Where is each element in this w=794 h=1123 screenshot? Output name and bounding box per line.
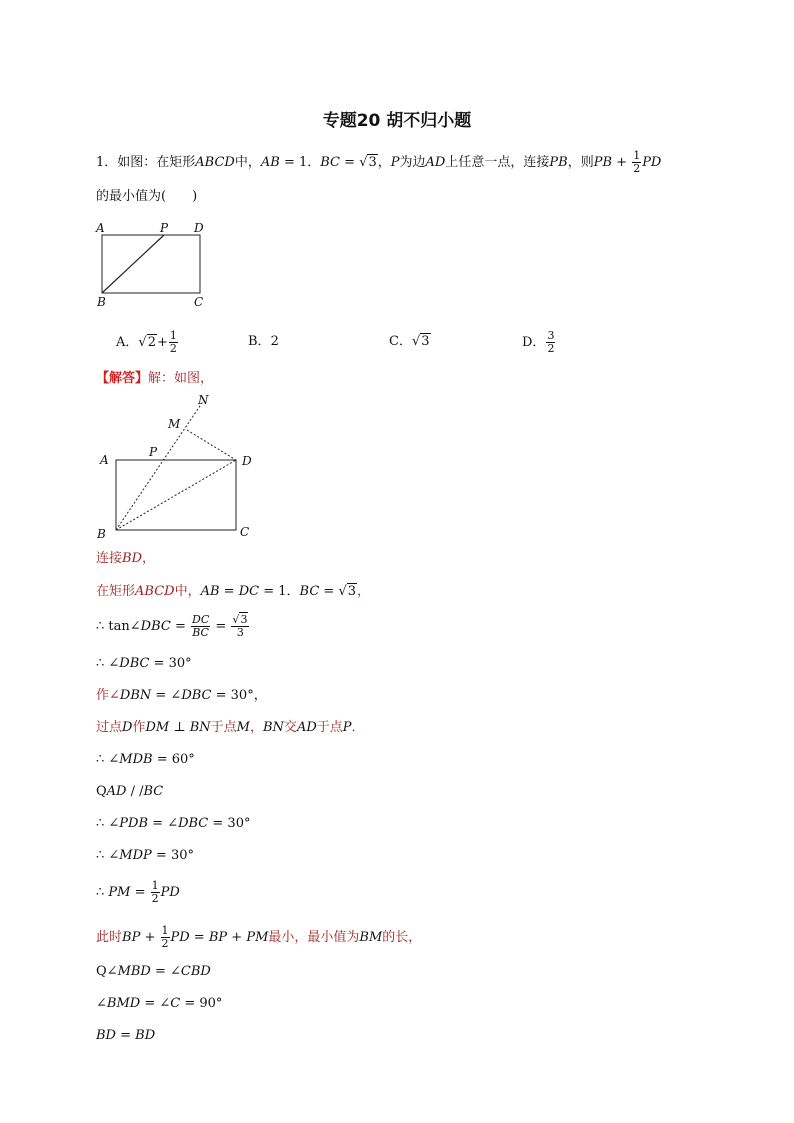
step-var: BM: [359, 930, 383, 945]
option-label: C．: [389, 334, 412, 349]
q-text: 为边: [399, 155, 426, 170]
numerator: 3: [547, 329, 555, 342]
numerator: 1: [161, 924, 169, 937]
step-text: +: [140, 930, 160, 945]
step-var: D: [122, 720, 133, 735]
numerator: 1: [633, 149, 641, 162]
option-b[interactable]: [248, 330, 279, 349]
step-text: ，: [249, 720, 263, 735]
radicand: 3: [240, 613, 248, 626]
option-label: D．: [522, 335, 546, 350]
label-n: N: [198, 393, 209, 407]
sqrt-expression: √3: [411, 334, 430, 349]
sqrt-expression: √2: [138, 335, 156, 350]
question-line-1: [96, 150, 661, 175]
step-var: BP: [122, 930, 141, 945]
denominator: 2: [151, 892, 159, 905]
step-text: = ∠: [140, 996, 171, 1011]
sqrt-expression: √3: [232, 613, 248, 626]
step-9: [96, 815, 250, 833]
step-var: PM: [108, 885, 131, 900]
step-6: [96, 719, 365, 737]
denominator: BC: [192, 626, 209, 639]
page-title: 专题20 胡不归小题: [322, 111, 472, 131]
step-text: = ∠: [151, 688, 182, 703]
denominator: 2: [161, 937, 169, 950]
answer-header: [96, 370, 213, 388]
radicand: 3: [347, 584, 357, 599]
step-var: AD: [296, 720, 317, 735]
step-text: 作∠: [96, 688, 120, 703]
step-text: =: [170, 619, 190, 634]
step-11: [96, 880, 180, 905]
step-text: 连接: [96, 551, 123, 566]
numerator: 1: [151, 879, 159, 892]
q-var: PB: [549, 155, 568, 170]
step-text: ∴ tan∠: [96, 619, 141, 634]
label-p: P: [160, 221, 169, 235]
step-text: / /: [126, 784, 144, 799]
step-7: [96, 751, 195, 769]
option-d[interactable]: [522, 330, 556, 355]
label-b: B: [97, 295, 106, 309]
plus-sign: +: [156, 335, 168, 350]
step-text: =: [115, 1028, 136, 1043]
step-8: [96, 783, 163, 801]
step-text: 此时: [96, 930, 123, 945]
radicand: 3: [368, 155, 377, 170]
step-13: [96, 963, 211, 981]
answer-bracket: 【解答】: [96, 371, 149, 386]
step-text: ．: [351, 720, 365, 735]
q-text: 中，: [234, 155, 261, 170]
step-text: 最小，最小值为: [268, 930, 360, 945]
step-var: AB: [200, 584, 220, 599]
segment-bd: [116, 460, 236, 530]
q-text: =: [340, 155, 360, 170]
step-text: 于点: [316, 720, 343, 735]
step-var: MDB: [119, 752, 153, 767]
denominator: 2: [169, 342, 177, 355]
option-a[interactable]: [116, 330, 179, 355]
step-text: = 30°: [149, 656, 192, 671]
q-text: +: [612, 155, 632, 170]
step-var: DM: [145, 720, 170, 735]
ray-bn: [116, 400, 204, 530]
answer-intro: 解：如图，: [148, 371, 214, 386]
step-text: 中，: [174, 584, 201, 599]
step-text: ∠: [96, 996, 107, 1011]
fraction: [546, 330, 555, 355]
step-var: MBD: [117, 964, 151, 979]
label-p: P: [149, 445, 158, 459]
step-text: =: [211, 619, 231, 634]
label-c: C: [194, 295, 204, 309]
step-3: [96, 614, 250, 639]
step-var: DBC: [119, 656, 150, 671]
step-text: =: [219, 584, 239, 599]
step-text: ∴: [96, 885, 109, 900]
label-d: D: [194, 221, 204, 235]
step-var: PDB: [119, 816, 149, 831]
q-var: P: [390, 155, 400, 170]
step-text: ∴ ∠: [96, 816, 120, 831]
step-4: [96, 655, 192, 673]
step-var: BN: [262, 720, 284, 735]
step-text: 在矩形: [96, 584, 136, 599]
step-var: C: [170, 996, 181, 1011]
label-a: A: [96, 221, 105, 235]
step-14: [96, 995, 222, 1013]
q-text: 如图：在矩形: [117, 155, 196, 170]
q-text: ，则: [567, 155, 594, 170]
radicand: 3: [421, 334, 430, 349]
step-text: +: [227, 930, 247, 945]
numerator: 1: [169, 329, 177, 342]
step-var: PD: [160, 885, 180, 900]
step-text: 于点: [210, 720, 237, 735]
label-a: A: [100, 453, 109, 467]
step-var: CBD: [180, 964, 211, 979]
step-var: M: [236, 720, 250, 735]
step-var: DBC: [178, 816, 209, 831]
step-text: = 90°: [180, 996, 223, 1011]
option-value: 2: [270, 334, 279, 349]
step-text: ⊥: [169, 720, 190, 735]
option-label: A．: [116, 335, 139, 350]
step-text: ，: [357, 584, 371, 599]
q-var: BC: [320, 155, 341, 170]
fraction: [161, 925, 170, 950]
fraction: [151, 880, 160, 905]
step-var: AD: [106, 784, 127, 799]
q-text: 上任意一点，连接: [445, 155, 550, 170]
step-var: DBC: [140, 619, 171, 634]
step-text: =: [189, 930, 209, 945]
step-var: BD: [135, 1028, 156, 1043]
step-var: PM: [246, 930, 269, 945]
step-text: 交: [283, 720, 297, 735]
segment-pb: [102, 235, 164, 293]
step-var: ABCD: [135, 584, 175, 599]
denominator: 3: [236, 626, 244, 639]
step-text: 过点: [96, 720, 123, 735]
step-text: 的长，: [382, 930, 422, 945]
label-c: C: [240, 525, 250, 539]
step-text: = ∠: [150, 964, 181, 979]
step-5: [96, 687, 267, 705]
sqrt-expression: √3: [338, 584, 357, 599]
step-text: 作: [132, 720, 146, 735]
step-text: ，: [142, 551, 156, 566]
label-m: M: [168, 417, 181, 431]
question-line-2: 的最小值为( ): [96, 189, 198, 204]
numerator: DC: [192, 613, 210, 626]
q-var: PD: [642, 155, 662, 170]
step-text: Q: [96, 784, 107, 799]
figure-rectangle-2: [94, 392, 264, 542]
step-text: = 30°: [208, 816, 251, 831]
step-var: BC: [143, 784, 164, 799]
step-var: MDP: [119, 848, 152, 863]
q-var: AD: [425, 155, 446, 170]
label-b: B: [97, 527, 106, 541]
step-var: BC: [299, 584, 320, 599]
step-var: DBC: [181, 688, 212, 703]
step-text: Q∠: [96, 964, 118, 979]
radicand: 2: [147, 335, 156, 350]
step-text: =: [319, 584, 339, 599]
step-var: BP: [208, 930, 228, 945]
step-10: [96, 847, 194, 865]
step-text: ∴ ∠: [96, 656, 120, 671]
step-15: [96, 1027, 155, 1045]
step-text: = 30°: [151, 848, 194, 863]
question-number: 1．: [96, 155, 118, 170]
q-var: PB: [593, 155, 613, 170]
step-var: BD: [122, 551, 142, 566]
step-text: = 60°: [152, 752, 195, 767]
step-var: PD: [170, 930, 190, 945]
option-c[interactable]: [389, 330, 431, 349]
step-text: =: [130, 885, 150, 900]
fraction: [169, 330, 178, 355]
step-text: = 30°，: [211, 688, 267, 703]
step-12: [96, 925, 421, 950]
step-var: DC: [238, 584, 260, 599]
q-text: = 1．: [279, 155, 321, 170]
step-1: [96, 550, 155, 568]
fraction: [231, 614, 249, 639]
q-text: ，: [377, 155, 391, 170]
q-var: AB: [260, 155, 280, 170]
label-d: D: [242, 454, 252, 468]
rectangle-abcd: [102, 235, 200, 293]
step-var: BN: [189, 720, 211, 735]
step-var: BD: [96, 1028, 116, 1043]
step-var: DBN: [119, 688, 152, 703]
q-var: ABCD: [195, 155, 235, 170]
step-2: [96, 583, 370, 601]
fraction: [191, 614, 210, 639]
denominator: 2: [547, 342, 555, 355]
step-var: BMD: [106, 996, 141, 1011]
figure-rectangle-1: [94, 220, 214, 312]
option-label: B．: [248, 334, 271, 349]
step-text: ∴ ∠: [96, 848, 120, 863]
denominator: 2: [633, 162, 641, 175]
step-text: = 1．: [259, 584, 300, 599]
fraction: [632, 150, 641, 175]
segment-dm: [187, 430, 236, 460]
step-var: P: [342, 720, 352, 735]
sqrt-expression: √3: [359, 155, 377, 170]
step-text: = ∠: [148, 816, 179, 831]
step-text: ∴ ∠: [96, 752, 120, 767]
